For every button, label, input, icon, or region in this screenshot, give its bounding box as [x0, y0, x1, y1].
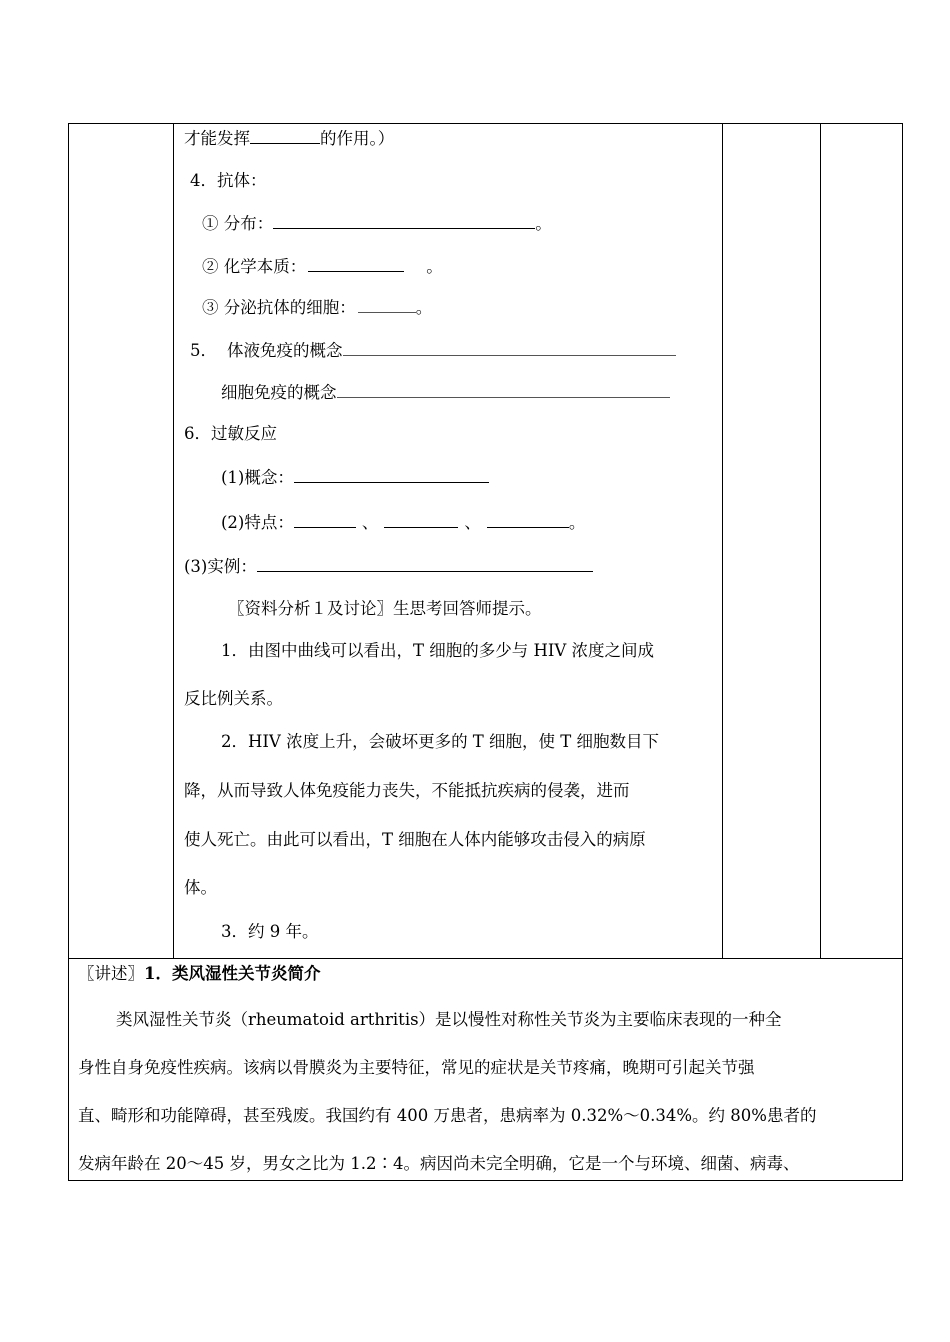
- text-line: 降，从而导致人体免疫能力丧失，不能抵抗疾病的侵袭，进而: [184, 781, 630, 800]
- fill-blank[interactable]: [384, 511, 458, 528]
- text-line: (2)特点： 、 、 。: [221, 513, 586, 532]
- paragraph-line: 身性自身免疫性疾病。该病以骨膜炎为主要特征，常见的症状是关节疼痛，晚期可引起关节强: [78, 1058, 755, 1077]
- text-line: 才能发挥 的作用。）: [184, 129, 395, 148]
- text-line: ② 化学本质： 。: [202, 257, 443, 276]
- fill-blank[interactable]: [273, 212, 535, 229]
- text-line: 2．HIV 浓度上升，会破坏更多的 T 细胞，使 T 细胞数目下: [221, 732, 660, 751]
- paragraph-line: 发病年龄在 20～45 岁，男女之比为 1.2∶4。病因尚未完全明确，它是一个与环境、细菌、病毒、: [78, 1154, 800, 1173]
- text-line: 反比例关系。: [184, 689, 283, 708]
- fill-blank[interactable]: [308, 255, 404, 272]
- text-line: 〖资料分析１及讨论〗生思考回答师提示。: [228, 599, 542, 618]
- text-line: 5． 体液免疫的概念: [190, 339, 676, 362]
- text-line: 细胞免疫的概念: [221, 381, 670, 404]
- column-divider-3: [820, 123, 821, 958]
- fill-blank[interactable]: [250, 127, 320, 144]
- fill-blank[interactable]: [337, 381, 670, 398]
- fill-blank[interactable]: [358, 296, 416, 313]
- fill-blank[interactable]: [343, 339, 676, 356]
- fill-blank[interactable]: [257, 555, 593, 572]
- text-line: 3．约 9 年。: [221, 922, 319, 941]
- text-line: 1．由图中曲线可以看出，T 细胞的多少与 HIV 浓度之间成: [221, 641, 655, 660]
- text-line: 使人死亡。由此可以看出，T 细胞在人体内能够攻击侵入的病原: [184, 830, 646, 849]
- column-divider-1: [173, 123, 174, 958]
- row-divider: [68, 958, 903, 959]
- text-line: ① 分布： 。: [202, 214, 552, 233]
- item-heading: 6．过敏反应: [184, 424, 277, 443]
- paragraph-line: 直、畸形和功能障碍，甚至残废。我国约有 400 万患者，患病率为 0.32%～0.34%。约 80%患者的: [78, 1106, 817, 1125]
- text-line: (3)实例：: [184, 555, 593, 578]
- text-line: ③ 分泌抗体的细胞： 。: [202, 298, 433, 317]
- fill-blank[interactable]: [294, 511, 356, 528]
- text-line: 体。: [184, 878, 217, 897]
- column-divider-2: [722, 123, 723, 958]
- text-line: (1)概念：: [221, 466, 489, 489]
- item-heading: 4．抗体：: [190, 171, 267, 190]
- section-heading: 〖讲述〗1．类风湿性关节炎简介: [78, 964, 321, 983]
- fill-blank[interactable]: [294, 466, 489, 483]
- paragraph-line: 类风湿性关节炎（rheumatoid arthritis）是以慢性对称性关节炎为主要临床表现的一种全: [116, 1010, 782, 1029]
- fill-blank[interactable]: [487, 511, 569, 528]
